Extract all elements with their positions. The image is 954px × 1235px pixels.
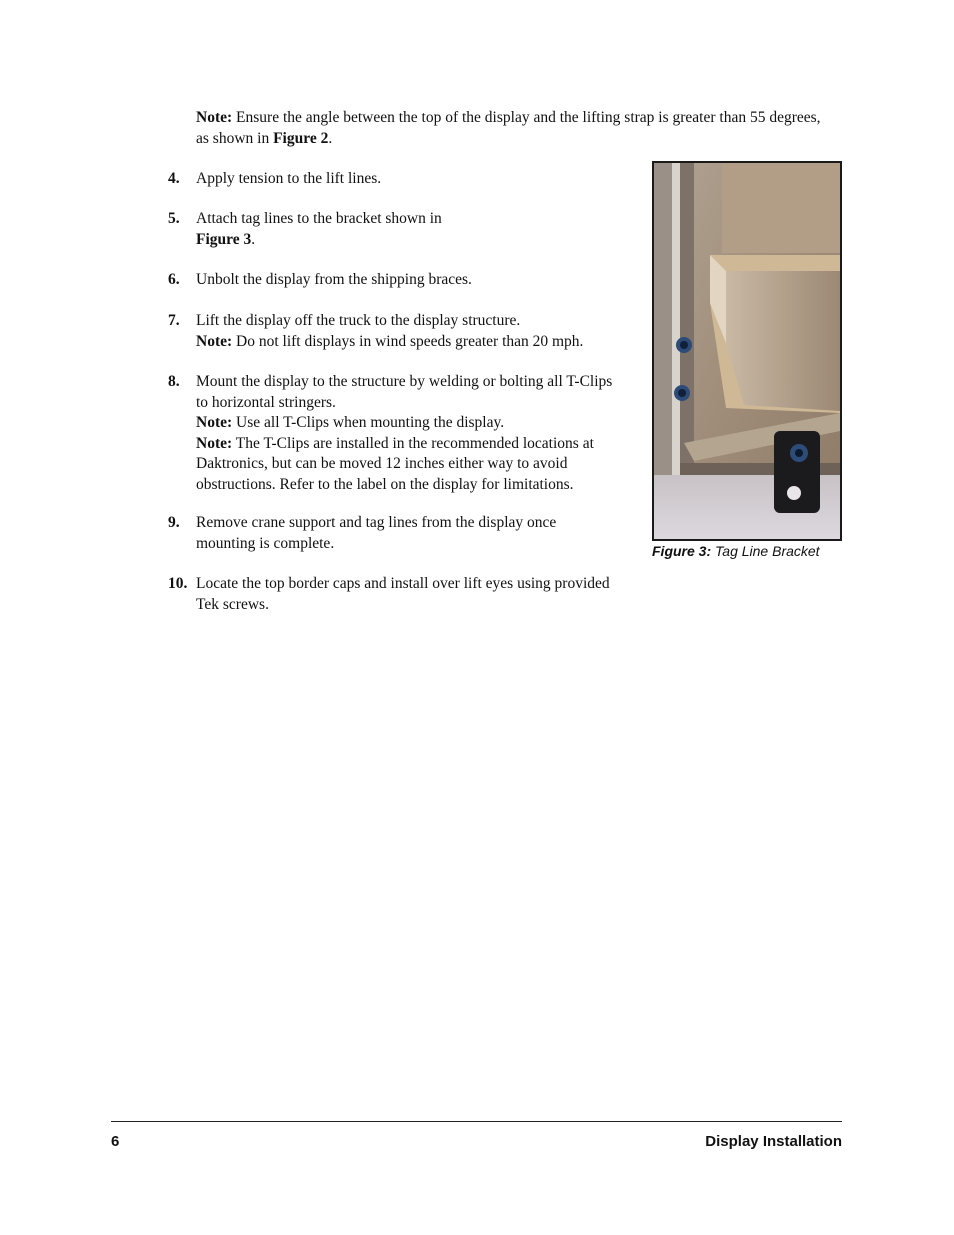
section-title: Display Installation xyxy=(705,1133,842,1150)
step-text: Apply tension to the lift lines. xyxy=(196,170,382,187)
note-text: The T-Clips are installed in the recommended locations at Daktronics, but can be moved 12 inches either way to avoid obstructions. Refer to the label on the display for limitations. xyxy=(196,434,594,493)
step-text: Remove crane support and tag lines from the display once mounting is complete. xyxy=(196,514,557,552)
figure-reference: Figure 3 xyxy=(196,230,252,248)
step-text xyxy=(196,311,636,352)
note-text: Do not lift displays in wind speeds greater than 20 mph. xyxy=(232,332,584,350)
step-text-a: Attach tag lines to the bracket shown in xyxy=(196,210,442,227)
step-text xyxy=(196,372,628,495)
note-text: Use all T-Clips when mounting the display. xyxy=(232,414,505,431)
note-label: Note: xyxy=(196,332,233,350)
intro-note xyxy=(196,108,836,149)
page-number: 6 xyxy=(111,1133,120,1150)
step-number: 6. xyxy=(168,271,180,288)
step-number: 8. xyxy=(168,373,180,390)
step-number: 9. xyxy=(168,514,180,531)
step-number: 7. xyxy=(168,312,180,329)
note-label: Note: xyxy=(196,109,233,126)
note-label: Note: xyxy=(196,434,233,452)
note-text: Ensure the angle between the top of the display and the lifting strap is greater than 55 degrees, as shown in xyxy=(196,109,821,147)
step-text: Locate the top border caps and install over lift eyes using provided Tek screws. xyxy=(196,575,610,613)
note-text-end: . xyxy=(328,129,333,147)
figure-3 xyxy=(652,161,842,541)
step-number: 5. xyxy=(168,210,180,227)
step-number: 10. xyxy=(168,575,188,592)
note-label: Note: xyxy=(196,414,233,431)
step-text-b: . xyxy=(251,230,256,248)
step-text: Unbolt the display from the shipping braces. xyxy=(196,271,472,288)
figure-reference: Figure 2 xyxy=(273,129,329,147)
figure-caption xyxy=(652,542,820,560)
step-number: 4. xyxy=(168,170,180,187)
figure-caption-text: Tag Line Bracket xyxy=(711,543,820,559)
footer-divider xyxy=(111,1121,842,1122)
step-main-text: Lift the display off the truck to the display structure. xyxy=(196,312,521,329)
figure-label: Figure 3: xyxy=(652,543,712,559)
step-text xyxy=(196,209,636,250)
tag-line-bracket-photo xyxy=(652,161,842,541)
step-main-text: Mount the display to the structure by welding or bolting all T-Clips to horizontal stringers. xyxy=(196,373,613,411)
